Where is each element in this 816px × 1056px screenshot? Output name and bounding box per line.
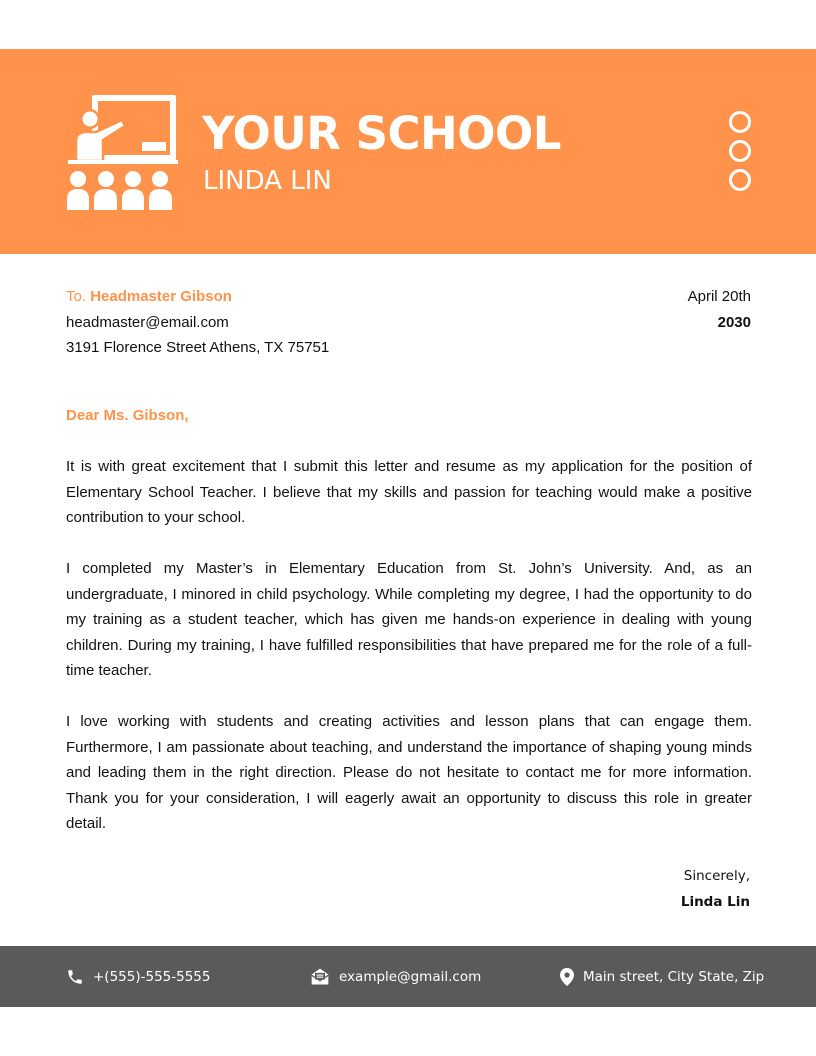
recipient-block [66,284,329,361]
recipient-name: Headmaster Gibson [90,288,232,305]
salutation: Dear Ms. Gibson, [66,407,189,424]
body-paragraph-2: I completed my Master’s in Elementary Education from St. John’s University. And, as an undergraduate, I minored in child psychology. While completing my degree, I had the opportunity to do my training as a student teacher, which has given me hands-on experience in dealing with young children. During my training, I have fulfilled responsibilities that have prepared me for the role of a full-time teacher. [66,560,752,679]
recipient-line [66,284,329,310]
body-paragraph-3: I love working with students and creating activities and lesson plans that can engage them. Furthermore, I am passionate about teaching, and understand the importance of shaping young minds and leading them in the right direction. Please do not hesitate to contact me for more information. Thank you for your consideration, I will eagerly await an opportunity to discuss this role in greater detail. [66,713,752,832]
letter-date [688,284,751,335]
map-pin-icon [560,968,574,986]
footer-address-text: Main street, City State, Zip [583,968,765,985]
footer-email-text: example@gmail.com [339,968,482,985]
classroom-teacher-icon [66,94,180,210]
applicant-name: LINDA LIN [203,166,332,196]
signer-name: Linda Lin [680,894,750,910]
contact-footer [0,946,816,1007]
footer-email [310,946,481,1007]
footer-address [560,946,764,1007]
school-name: YOUR SCHOOL [202,107,561,160]
footer-phone [66,946,210,1007]
date-day: April 20th [687,288,751,305]
envelope-icon [310,967,330,987]
date-year: 2030 [717,313,751,331]
recipient-email: headmaster@email.com [66,313,229,331]
closing-text: Sincerely, [683,868,750,884]
to-prefix: To. [66,288,87,305]
footer-phone-text: +(555)-555-5555 [93,968,211,985]
phone-icon [66,968,84,986]
letter-body [66,454,752,862]
body-paragraph-1: It is with great excitement that I submit this letter and resume as my application for the position of Elementary School Teacher. I believe that my skills and passion for teaching would make a positive contribution to your school. [66,458,752,526]
recipient-address: 3191 Florence Street Athens, TX 75751 [66,339,330,356]
three-circles-icon [729,111,751,191]
closing-block [681,863,750,915]
